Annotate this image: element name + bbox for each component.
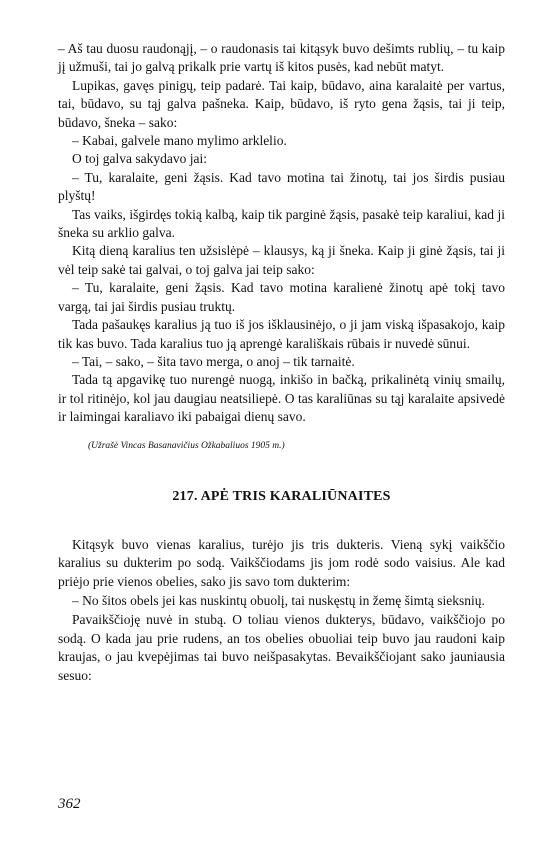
paragraph: Lupikas, gavęs pinigų, teip padarė. Tai kaip, būdavo, aina karalaitė per vartus, tai, būdavo, su tąj galva pašneka. Kaip, būdavo, iš ryto gena žąsis, tai ji teip, būdavo, šneka – sako: [58,77,505,130]
page-number: 362 [58,796,81,812]
paragraph: – Tu, karalaite, geni žąsis. Kad tavo motina karalienė žinotų apė tokį tavo vargą, tai jai širdis pusiau truktų. [58,280,505,314]
paragraph: Tada pašaukęs karalius ją tuo iš jos išklausinėjo, o ji jam viską išpasakojo, kaip tik kas buvo. Tada karalius tuo ją aprengė karališkais rūbais ir nuvedė sūnui. [58,317,505,351]
paragraph: – No šitos obels jei kas nuskintų obuolį, tai nuskęstų in žemę šimtą sieksnių. [72,592,485,608]
paragraph: Kitą dieną karalius ten užsislėpė – klausys, ką ji šneka. Kaip ji ginė žąsis, tai ji vėl teip sakė tai galvai, o toj galva jai teip sako: [58,243,505,277]
story-ending [58,40,505,453]
paragraph: – Tu, karalaite, geni žąsis. Kad tavo motina tai žinotų, tai jos širdis pusiau plyštų! [58,169,505,204]
paragraph: – Kabai, galvele mano mylimo arklelio. [72,133,287,149]
paragraph: Tas vaiks, išgirdęs tokią kalbą, kaip tik parginė žąsis, pasakė teip karaliui, kad ji šneka su arklio galva. [58,206,505,241]
paragraph: Pavaikščioję nuvė in stubą. O toliau vienos dukterys, būdavo, vaikščiojo po sodą. O kada jau prie rudens, an tos obelies obuoliai teip buvo jau raudoni kaip kraujas, o jau kvepėjimas tai buvo neišpasakytas. Bevaikščiojant sako jauniausia sesuo: [58,611,505,684]
paragraph: – Tai, – sako, – šita tavo merga, o anoj – tik tarnaitė. [72,353,355,369]
paragraph: Kitąsyk buvo vienas karalius, turėjo jis tris dukteris. Vieną sykį vaikščio karalius su dukterim po sodą. Vaikščiodams jis jom rodė sodo vaisius. Ale kad priėjo prie vienos obelies, sako jis savo tom dukterim: [58,536,505,590]
paragraph: Tada tą apgavikę tuo nurengė nuogą, inkišo in bačką, prikalinėtą vinių smailų, ir tol ritinėjo, kol jau daugiau neatsiliepė. O tas karaliūnas su tąj karalaite apsivedė ir laimingai karaliavo iki pabaigai dienų savo. [58,372,505,425]
story-title: 217. APĖ TRIS KARALIŪNAITES [172,488,391,504]
paragraph: O toj galva sakydavo jai: [72,151,207,167]
paragraph: – Aš tau duosu raudonąjį, – o raudonasis tai kitąsyk buvo dešimts rublių, – tu kaip jį užmuši, tai jo galvą prikalk prie vartų iš kitos pusės, kad nebūt matyt. [58,41,505,75]
book-page [58,40,505,686]
source-note: (Užrašė Vincas Basanavičius Ožkabaliuos 1905 m.) [88,440,285,451]
story-beginning [58,536,505,686]
